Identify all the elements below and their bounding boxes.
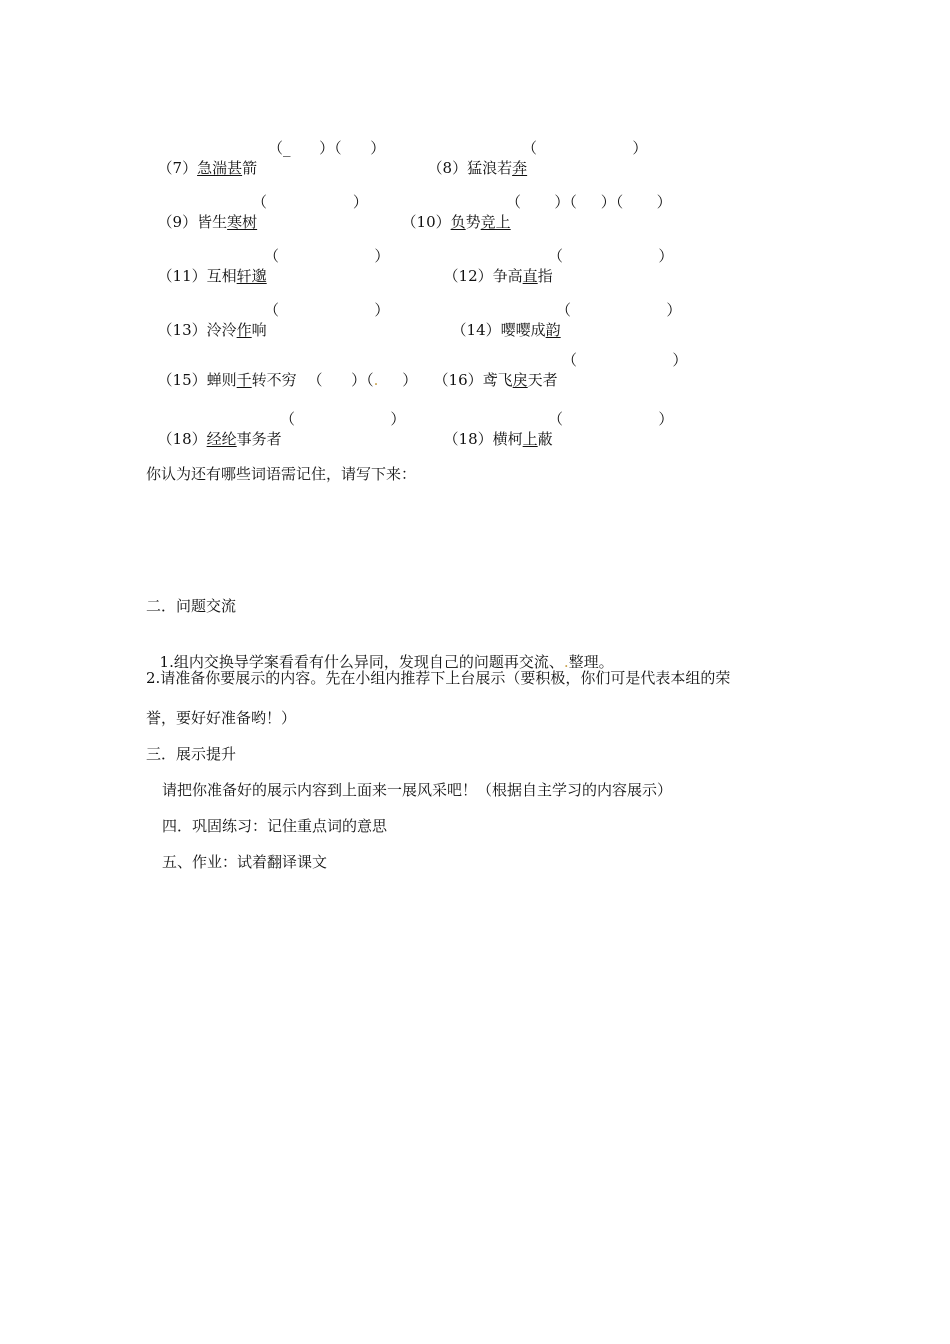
word-text: 事务者 [236,430,282,448]
word-text: 横柯 [492,430,523,448]
vocab-item-7 [148,138,257,178]
item-number: （14） [451,321,501,339]
underlined-word: 竞上 [480,213,511,231]
answer-blanks[interactable]: （ ） [548,410,674,428]
item-text: 1.组内交换导学案看看有什么异同，发现自己的问题再交流、 [159,653,564,671]
vocab-item-8 [418,138,527,178]
item-number: （12） [443,267,493,285]
blank-parens: （ ）（ [307,371,374,389]
answer-blanks[interactable] [298,350,417,390]
answer-blanks[interactable]: （ ） [562,351,688,369]
underlined-word: 负 [450,213,466,231]
word-text: 嘤嘤成 [500,321,546,339]
underlined-word: 韵 [545,321,561,339]
vocab-item-9 [148,192,257,232]
word-text: 泠泠 [206,321,237,339]
word-text: 响 [251,321,267,339]
vocab-item-12 [434,246,553,286]
underlined-word: 奔 [512,159,528,177]
answer-blanks[interactable]: （ ）（ ）（ ） [506,193,672,211]
item-number: （11） [157,267,207,285]
vocab-item-16 [424,350,558,390]
answer-blanks[interactable]: （ ） [548,247,674,265]
word-text: 转不穷 [251,371,297,389]
item-number: （7） [157,159,198,177]
section-2-item-2-line-1: 2.请准备你要展示的内容。先在小组内推荐下上台展示（要积极，你们可是代表本组的荣 [146,669,731,687]
emphasis-dot: . [563,653,569,671]
answer-blanks[interactable]: （ ） [280,410,406,428]
vocab-item-14 [442,300,561,340]
item-number: （8） [427,159,468,177]
underlined-word: 轩邈 [236,267,267,285]
answer-blanks[interactable]: （ ） [556,301,682,319]
section-5-heading: 五、作业：试着翻译课文 [162,853,328,871]
underlined-word: 寒树 [227,213,258,231]
item-number: （15） [157,371,207,389]
vocab-item-18b [434,409,553,449]
item-number: （18） [443,430,493,448]
word-text: 鸢飞 [482,371,513,389]
word-text: 猛浪若 [467,159,513,177]
section-3-heading: 三．展示提升 [146,745,237,763]
word-text: 箭 [242,159,258,177]
answer-blanks[interactable]: （_ ）（ ） [268,139,386,157]
underlined-word: 直 [522,267,538,285]
answer-blanks[interactable]: （ ） [252,193,368,211]
vocab-item-11 [148,246,267,286]
section-2-heading: 二．问题交流 [146,597,237,615]
underlined-word: 戾 [512,371,528,389]
answer-blanks[interactable]: （ ） [522,139,648,157]
section-3-body: 请把你准备好的展示内容到上面来一展风采吧！（根据自主学习的内容展示） [162,781,673,799]
item-text: 整理。 [568,653,614,671]
item-number: （10） [401,213,451,231]
word-text: 皆生 [197,213,228,231]
item-number: （9） [157,213,198,231]
word-text: 争高 [492,267,523,285]
more-words-prompt: 你认为还有哪些词语需记住，请写下来： [146,465,417,483]
word-text: 互相 [206,267,237,285]
item-number: （16） [433,371,483,389]
vocab-item-15 [148,350,297,390]
section-4-heading: 四．巩固练习：记住重点词的意思 [162,817,388,835]
underlined-word: 经纶 [206,430,237,448]
word-text: 势 [465,213,481,231]
section-2-item-1 [150,632,614,672]
emphasis-dot: . [373,371,379,389]
underlined-word: 上 [522,430,538,448]
vocab-item-18a [148,409,282,449]
blank-parens: ） [378,371,418,389]
answer-blanks[interactable]: （ ） [264,247,390,265]
item-number: （13） [157,321,207,339]
item-number: （18） [157,430,207,448]
answer-blanks[interactable]: （ ） [264,301,390,319]
word-text: 天者 [527,371,558,389]
vocab-item-10 [392,192,511,232]
word-text: 指 [537,267,553,285]
underlined-word: 急湍甚 [197,159,243,177]
word-text: 蔽 [537,430,553,448]
word-text: 蝉则 [206,371,237,389]
underlined-word: 作 [236,321,252,339]
section-2-item-2-line-2: 誉，要好好准备哟！） [146,709,297,727]
vocab-item-13 [148,300,267,340]
underlined-word: 千 [236,371,252,389]
